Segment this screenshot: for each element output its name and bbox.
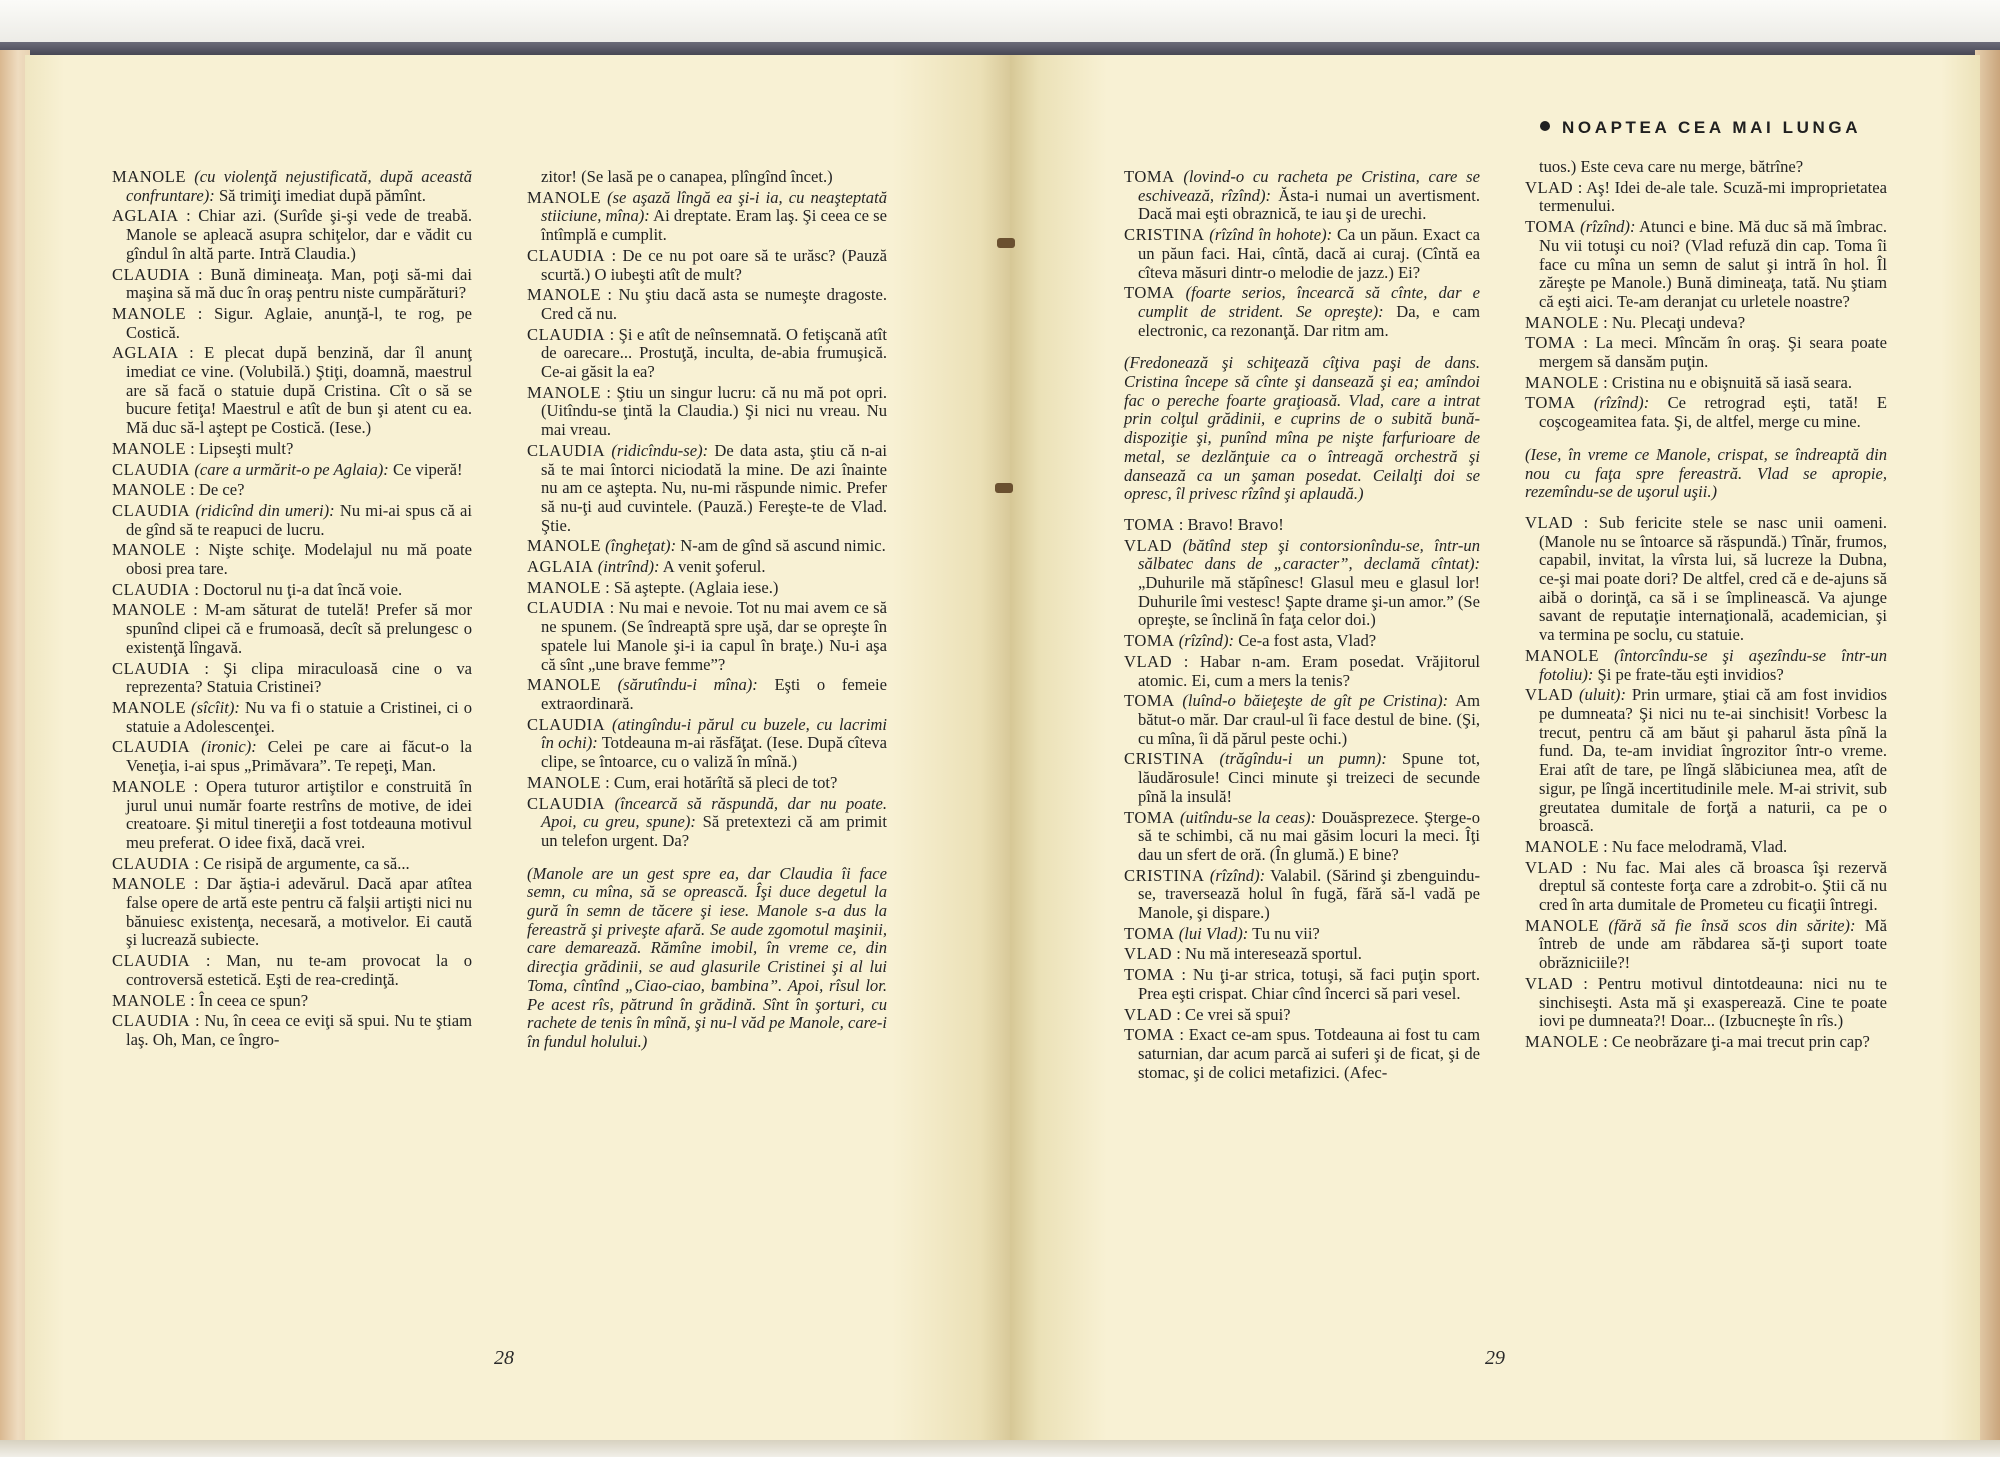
dialogue-line: MANOLE : Lipseşti mult?	[112, 438, 294, 458]
speaker-name: TOMA	[1124, 807, 1175, 827]
dialogue-line: CLAUDIA : Ce risipă de argumente, ca să...	[112, 853, 410, 873]
line-text: Sub fericite stele se nasc unii oameni. (Manole nu se întoarce să răspundă.) Tînăr, frumos, capabil, invitat, la vîrsta lui, să lucreze la Dubna, ce-şi mai poate dori? De altfel, cred că e de-ajuns să aibă o dorinţă, ca să i se împlinească. Va ajunge savant de reputaţie internaţională, academician, şi va termina pe soclu, cu statuie.	[1539, 512, 1887, 645]
dialogue-line	[1124, 692, 1480, 748]
speaker-name: MANOLE	[527, 536, 601, 556]
line-text: Habar n-am. Eram posedat. Vrăjitorul atomic. Ei, cum a mers la tenis?	[1138, 651, 1480, 690]
stage-direction	[527, 865, 887, 1052]
line-text: Aş! Idei de-ale tale. Scuză-mi improprietatea termenului.	[1539, 177, 1888, 216]
dialogue-line: MANOLE : Nu ştiu dacă asta se numeşte dragoste. Cred că nu.	[527, 285, 887, 323]
dialogue-line	[1525, 394, 1887, 431]
dialogue-line	[527, 168, 887, 187]
dialogue-line: AGLAIA : E plecat după benzină, dar îl anunţ imediat ce vine. (Volubilă.) Ştiţi, doamnă, maestrul are să facă o statuie după Cristina. Cît o să se bucure fetiţa! Maestrul e atît de bun şi atent cu ea. Mă duc să-l aştept pe Costică. (Iese.)	[112, 343, 472, 438]
dialogue-line	[1525, 158, 1887, 177]
dialogue-line: TOMA : Exact ce-am spus. Totdeauna ai fost tu cam saturnian, dar acum parcă ai suferi şi de ficat, şi de stomac, şi de colici metafizici. (Afec-	[1124, 1025, 1480, 1082]
stage-note: (foarte serios, încearcă să cînte, dar e cumplit de strident. Se opreşte):	[1138, 283, 1480, 321]
speaker-name: MANOLE	[1525, 836, 1599, 856]
dialogue-line: VLAD : Aş! Idei de-ale tale. Scuză-mi improprietatea termenului.	[1525, 177, 1888, 216]
speaker-name: MANOLE	[112, 480, 186, 500]
speaker-name: MANOLE	[112, 697, 186, 717]
bullet-icon	[1540, 121, 1550, 131]
dialogue-line	[1124, 632, 1480, 651]
dialogue-line: VLAD : Nu fac. Mai ales că broasca îşi rezervă dreptul să conteste forţa care a zdrobit-o. Ştii că nu cred în arta dumitale de Prometeu cu ficaţii întregi.	[1525, 857, 1887, 915]
stage-note: (sărutîndu-i mîna):	[617, 675, 758, 695]
speaker-name: MANOLE	[527, 285, 601, 305]
speaker-name: AGLAIA	[112, 343, 179, 363]
dialogue-line: CLAUDIA : Şi clipa miraculoasă cine o va reprezenta? Statuia Cristinei?	[112, 658, 473, 697]
line-text: Ce risipă de argumente, ca să...	[203, 853, 410, 873]
line-text: Valabil. (Sărind şi zbenguindu-se, traversează holul în fugă, fără să-l vadă pe Manole, şi dispare.)	[1138, 865, 1480, 923]
dialogue-line	[1124, 284, 1480, 340]
dialogue-line: MANOLE : Opera tuturor artiştilor e construită în jurul unui număr foarte restrîns de motive, de idei creatoare. Şi mitul tinereţii a fost totdeauna motivul meu preferat. O idee fixă, dacă vrei.	[112, 776, 472, 852]
dialogue-line: CLAUDIA : Bună dimineaţa. Man, poţi să-mi dai maşina să mă duc în oraş pentru niste cumpărături?	[112, 264, 472, 303]
speaker-name: MANOLE	[527, 675, 601, 695]
line-text: Să trimiţi imediat după pămînt.	[218, 185, 426, 205]
dialogue-line	[527, 442, 887, 536]
stage-note: (care a urmărit-o pe Aglaia):	[194, 459, 389, 479]
column-4	[1525, 158, 1887, 1054]
dialogue-line: AGLAIA : Chiar azi. (Surîde şi-şi vede de treabă. Manole se apleacă asupra schiţelor, dar e vădit cu gîndul în altă parte. Intră Claudia.)	[112, 206, 472, 263]
stage-direction-text: (Iese, în vreme ce Manole, crispat, se îndreaptă din nou cu faţa spre fereastră. Vlad se apropie, rezemîndu-se de uşorul uşii.)	[1525, 444, 1887, 502]
stage-note: (ironic):	[201, 737, 257, 757]
speaker-name: TOMA	[1124, 283, 1175, 303]
speaker-name: TOMA	[1124, 691, 1175, 711]
line-text: Bravo! Bravo!	[1187, 514, 1284, 534]
dialogue-line: MANOLE : Să aştepte. (Aglaia iese.)	[527, 577, 779, 597]
dialogue-line: VLAD : Habar n-am. Eram posedat. Vrăjitorul atomic. Ei, cum a mers la tenis?	[1124, 651, 1480, 690]
line-text: N-am de gînd să ascund nimic.	[680, 536, 886, 556]
dialogue-line	[527, 558, 887, 577]
speaker-name: TOMA	[1124, 631, 1175, 651]
speaker-name: CLAUDIA	[112, 1011, 191, 1031]
stage-note: (intrînd):	[597, 557, 660, 577]
speaker-name: VLAD	[1525, 177, 1574, 197]
dialogue-line: VLAD : Nu mă interesează sportul.	[1124, 944, 1362, 964]
line-text: Cum, erai hotărîtă să pleci de tot?	[613, 772, 838, 792]
speaker-name: CLAUDIA	[112, 951, 191, 971]
line-text: Doctorul nu ţi-a dat încă voie.	[203, 579, 403, 599]
dialogue-line: MANOLE : De ce?	[112, 480, 245, 500]
dialogue-line: MANOLE : M-am săturat de tutelă! Prefer să mor spunînd clipei că e frumoasă, decît să prelungesc o existenţă lîngavă.	[112, 600, 472, 657]
dialogue-line	[1525, 647, 1887, 684]
stage-note: (ridicînd din umeri):	[195, 500, 335, 520]
line-text: Sigur. Aglaie, anunţă-l, te rog, pe Costică.	[126, 303, 472, 342]
line-text: Nu mai e nevoie. Tot nu mai avem ce să ne spunem. (Se îndreaptă spre uşă, dar se opreşte în spatele lui Manole şi-i ia capul în braţe.) Nu-i aşa că sînt „une brave femme”?	[541, 598, 887, 674]
dialogue-line: MANOLE : Cum, erai hotărîtă să pleci de tot?	[527, 772, 838, 792]
stage-note: (rîzînd):	[1209, 865, 1266, 885]
dialogue-line: VLAD : Ce vrei să spui?	[1124, 1004, 1291, 1024]
line-text: Şi pe frate-tău eşti invidios?	[1597, 664, 1784, 684]
line-text: Şi e atît de neînsemnată. O fetişcană atît de oarecare... Prostuţă, inculta, de-abia frumuşică. Ce-ai găsit la ea?	[541, 324, 887, 382]
dialogue-line: TOMA : La meci. Mîncăm în oraş. Şi seara poate mergem să dansăm puţin.	[1525, 333, 1888, 372]
column-1	[112, 168, 472, 1052]
dialogue-line	[1124, 537, 1480, 631]
speaker-name: CRISTINA	[1124, 749, 1205, 769]
dialogue-line	[527, 537, 887, 556]
line-text: A venit şoferul.	[662, 557, 766, 577]
line-text: De ce?	[198, 480, 245, 500]
dialogue-line: MANOLE : În ceea ce spun?	[112, 990, 309, 1010]
line-text: Nişte schiţe. Modelajul nu mă poate obosi prea tare.	[126, 540, 472, 579]
binding-thread-mark	[995, 483, 1013, 493]
binding-thread-mark	[997, 238, 1015, 248]
line-text: Douăsprezece. Şterge-o să te schimbi, că nu mai găsim locuri la meci. Îţi dau un sfert de oră. (În glumă.) E bine?	[1138, 807, 1481, 864]
stage-note: (lovind-o cu racheta pe Cristina, care se eschivează, rîzînd):	[1138, 167, 1480, 205]
line-text: Bună dimineaţa. Man, poţi să-mi dai maşina să mă duc în oraş pentru niste cumpărături?	[126, 264, 472, 303]
line-text: De data asta, ştiu că n-ai să te mai întorci niciodată la mine. De azi înainte nu am ce aştepta. Nu, nu-mi răspunde nimic. Prefer să nu-ţi aud cuvintele. (Pauză.) Fereşte-te de Vlad. Ştie.	[541, 440, 887, 535]
line-text: Nu fac. Mai ales că broasca îşi rezervă dreptul să conteste forţa care a zdrobit-o. Ştii că nu cred în arta dumitale de Prometeu cu ficaţii întregi.	[1539, 857, 1887, 915]
dialogue-line	[1124, 226, 1480, 282]
dialogue-line	[1124, 867, 1480, 923]
dialogue-line	[527, 716, 887, 772]
speaker-name: VLAD	[1525, 685, 1574, 705]
speaker-name: MANOLE	[1525, 1031, 1599, 1051]
stage-note: (rîzînd):	[1178, 631, 1235, 651]
line-text: Exact ce-am spus. Totdeauna ai fost tu cam saturnian, dar acum parcă ai suferi şi de ficat, şi de stomac, şi de colici metafizici. (Afec-	[1138, 1025, 1480, 1082]
speaker-name: VLAD	[1124, 535, 1173, 555]
speaker-name: VLAD	[1525, 512, 1574, 532]
speaker-name: TOMA	[1525, 217, 1576, 237]
running-title: NOAPTEA CEA MAI LUNGA	[1562, 118, 1862, 137]
dialogue-line: CLAUDIA : Nu mai e nevoie. Tot nu mai avem ce să ne spunem. (Se îndreaptă spre uşă, dar se opreşte în spatele lui Manole şi-i ia capul în braţe.) Nu-i aşa că sînt „une brave femme”?	[527, 598, 887, 674]
dialogue-line: CLAUDIA : De ce nu pot oare să te urăsc? (Pauză scurtă.) O iubeşti atît de mult?	[527, 245, 888, 284]
speaker-name: MANOLE	[112, 167, 186, 186]
dialogue-line: CLAUDIA : Şi e atît de neînsemnată. O fetişcană atît de oarecare... Prostuţă, inculta, de-abia frumuşică. Ce-ai găsit la ea?	[527, 324, 887, 382]
speaker-name: TOMA	[1525, 333, 1576, 353]
speaker-name: CLAUDIA	[112, 853, 191, 873]
dialogue-line: MANOLE : Nu face melodramă, Vlad.	[1525, 836, 1788, 856]
dialogue-line: MANOLE : Nişte schiţe. Modelajul nu mă poate obosi prea tare.	[112, 540, 472, 579]
line-text: Nu, în ceea ce eviţi să spui. Nu te ştiam laş. Oh, Man, ce îngro-	[126, 1011, 472, 1049]
speaker-name: MANOLE	[1525, 372, 1599, 392]
line-text: E plecat după benzină, dar îl anunţ imediat ce vine. (Volubilă.) Ştiţi, doamnă, maestrul are să facă o statuie după Cristina. Cît o să se bucure fetiţa! Maestrul e atît de bun şi atent cu ea. Mă duc să-l aştept pe Costică. (Iese.)	[126, 343, 472, 438]
line-text: tuos.) Este ceva care nu merge, bătrîne?	[1539, 157, 1804, 176]
line-text: Da, e cam electronic, ca rezonanţă. Dar ritm am.	[1138, 301, 1480, 340]
stage-direction	[1525, 446, 1887, 502]
dialogue-line: CLAUDIA : Man, nu te-am provocat la o controversă estetică. Eşti de rea-credinţă.	[112, 951, 472, 989]
speaker-name: MANOLE	[112, 303, 186, 323]
dialogue-line: VLAD : Sub fericite stele se nasc unii oameni. (Manole nu se întoarce să răspundă.) Tînăr, frumos, capabil, invitat, la vîrsta lui, să lucreze la Dubna, ce-şi mai poate dori? De altfel, cred că e de-ajuns să aibă o dorinţă, ca să i se împlinească. Va ajunge savant de reputaţie internaţională, academician, şi va termina pe soclu, cu statuie.	[1525, 512, 1887, 645]
line-text: Nu face melodramă, Vlad.	[1611, 836, 1788, 856]
speaker-name: MANOLE	[1525, 312, 1599, 332]
dialogue-line	[1124, 809, 1480, 865]
speaker-name: CLAUDIA	[112, 459, 191, 479]
speaker-name: CRISTINA	[1124, 225, 1205, 245]
speaker-name: MANOLE	[527, 772, 601, 792]
speaker-name: VLAD	[1124, 944, 1173, 964]
column-2	[527, 168, 887, 1064]
speaker-name: CLAUDIA	[112, 500, 191, 520]
stage-note: (uitîndu-se la ceas):	[1179, 807, 1317, 827]
speaker-name: CLAUDIA	[527, 245, 606, 265]
dialogue-line: MANOLE : Cristina nu e obişnuită să iasă seara.	[1525, 372, 1852, 392]
stage-note: (uluit):	[1578, 685, 1626, 705]
line-text: „Duhurile mă stăpînesc! Glasul meu e glasul lor! Duhurile îmi vestesc! Şapte drame şi-un amor.” (Se opreşte, se înclină în faţa celor doi.)	[1138, 573, 1480, 630]
dialogue-line	[1525, 917, 1887, 973]
line-text: Şi clipa miraculoasă cine o va reprezenta? Statuia Cristinei?	[126, 658, 473, 697]
speaker-name: CLAUDIA	[527, 440, 606, 460]
speaker-name: TOMA	[1124, 923, 1175, 943]
line-text: Nu ţi-ar strica, totuşi, să faci puţin sport. Prea eşti crispat. Chiar cînd încerci să pari vesel.	[1138, 965, 1480, 1003]
dialogue-line: MANOLE : Nu. Plecaţi undeva?	[1525, 312, 1746, 332]
dialogue-line	[112, 168, 472, 205]
line-text: Ai dreptate. Eram laş. Şi ceea ce se întîmplă e cumplit.	[541, 206, 887, 245]
line-text: Ce retrograd eşti, tată! E coşcogeamitea fata. Şi, de altfel, merge cu mine.	[1539, 393, 1887, 432]
speaker-name: MANOLE	[112, 600, 186, 620]
stage-note: (rîzînd):	[1580, 217, 1636, 237]
speaker-name: TOMA	[1525, 393, 1576, 413]
stage-note: (lui Vlad):	[1178, 923, 1249, 943]
dialogue-line: TOMA : Bravo! Bravo!	[1124, 514, 1284, 534]
stage-note: (întorcîndu-se şi aşezîndu-se într-un fotoliu):	[1539, 645, 1887, 684]
bottom-shadow	[0, 1440, 2000, 1457]
line-text: Nu va fi o statuie a Cristinei, ci o statuie a Adolescenţei.	[126, 697, 472, 736]
dialogue-line	[1124, 168, 1480, 224]
speaker-name: TOMA	[1124, 1025, 1175, 1045]
speaker-name: MANOLE	[1525, 645, 1599, 665]
line-text: La meci. Mîncăm în oraş. Şi seara poate mergem să dansăm puţin.	[1539, 333, 1888, 372]
line-text: Atunci e bine. Mă duc să mă îmbrac. Nu vii totuşi cu noi? (Vlad refuză din cap. Toma îi face cu mîna un semn de salut şi intră în hol. Îl zăreşte pe Manole.) Bună dimineaţa, tată. Nu ştiam că eşti aici. Te-am deranjat cu urletele noastre?	[1539, 217, 1887, 311]
line-text: M-am săturat de tutelă! Prefer să mor spunînd clipei că e frumoasă, decît să prelungesc o existenţă lîngavă.	[126, 600, 472, 657]
speaker-name: CLAUDIA	[112, 579, 191, 599]
speaker-name: MANOLE	[112, 438, 186, 458]
line-text: Ce viperă!	[392, 459, 463, 479]
stage-note: (cu violenţă nejustificată, după această confruntare):	[126, 167, 472, 205]
stage-note: (se aşază lîngă ea şi-i ia, cu neaşteptată stiiciune, mîna):	[541, 187, 887, 226]
dialogue-line	[112, 699, 472, 736]
line-text: Prin urmare, ştiai că am fost invidios pe dumneata? Şi nici nu te-ai sinchisit! Vorbesc la trecut, pentru că am băut şi paharul ăsta pînă la fund. Da, te-am invidiat îngrozitor într-o vreme. Erai atît de tare, pe lîngă slăbiciunea mea, atît de sigur, pe lîngă incertitudinile mele. M-ai strivit, sub greutatea dumitale de forţă a naturii, ca pe o broască.	[1539, 685, 1887, 836]
line-text: Ca un păun. Exact ca un păun faci. Hai, cîntă, dacă ai curaj. (Cîntă ea cîteva măsuri dintr-o melodie de jazz.) Ei?	[1138, 225, 1480, 282]
dialogue-line	[527, 676, 887, 713]
speaker-name: AGLAIA	[527, 557, 594, 577]
speaker-name: VLAD	[1124, 651, 1173, 671]
speaker-name: MANOLE	[112, 874, 186, 894]
column-3	[1124, 168, 1480, 1084]
speaker-name: MANOLE	[112, 776, 186, 796]
line-text: Pentru motivul dintotdeauna: nici nu te sinchiseşti. Asta mă şi exasperează. Cine te poate iovi pe dumneata?! Doar... (Izbucneşte în rîs.)	[1539, 973, 1888, 1031]
line-text: Tu nu vii?	[1252, 923, 1320, 943]
line-text: Totdeauna m-ai răsfăţat. (Iese. După cîteva clipe, se întoarce, cu o valiză în mînă.)	[541, 733, 888, 772]
dialogue-line: MANOLE : Ştiu un singur lucru: că nu mă pot opri. (Uitîndu-se ţintă la Claudia.) Şi nici nu vreau. Nu mai vreau.	[527, 382, 887, 440]
line-text: Eşti o femeie extraordinară.	[541, 675, 888, 713]
speaker-name: CLAUDIA	[527, 714, 606, 734]
line-text: Cristina nu e obişnuită să iasă seara.	[1611, 372, 1852, 392]
speaker-name: MANOLE	[527, 577, 601, 597]
line-text: Ce-a fost asta, Vlad?	[1238, 631, 1377, 651]
dialogue-line: VLAD : Pentru motivul dintotdeauna: nici nu te sinchiseşti. Asta mă şi exasperează. Cine te poate iovi pe dumneata?! Doar... (Izbucneşte în rîs.)	[1525, 973, 1888, 1031]
stage-note: (trăgîndu-i un pumn):	[1219, 749, 1387, 769]
speaker-name: MANOLE	[112, 990, 186, 1010]
dialogue-line	[527, 189, 887, 245]
dialogue-line	[1124, 750, 1480, 806]
page-number-right: 29	[1485, 1347, 1505, 1369]
speaker-name: CLAUDIA	[112, 264, 191, 284]
line-text: Celei pe care ai făcut-o la Veneţia, i-ai spus „Primăvara”. Te repeţi, Man.	[126, 737, 472, 776]
line-text: Ce vrei să spui?	[1185, 1004, 1291, 1024]
stage-direction-text: (Manole are un gest spre ea, dar Claudia îi face semn, cu mîna, să se oprească. Îşi duce degetul la gură în semn de tăcere şi iese. Manole s-a dus la fereastră şi priveşte afară. Se aude zgomotul maşinii, care demarează. Rămîne imobil, în vreme ce, din direcţia grădinii, se aud glasurile Cristinei şi al lui Toma, cîntînd „Ciao-ciao, bambina”. Apoi, rîsul lor. Pe acest rîs, pătrund în grădină. Sînt în şorturi, cu rachete de tenis în mînă, şi nu-l văd pe Manole, care-i în fundul holului.)	[527, 863, 887, 1051]
stage-note: (bătînd step şi contorsionîndu-se, într-un sălbatec dans de „caracter”, declamă cîntat):	[1138, 535, 1480, 574]
line-text: Să pretextezi că am primit un telefon urgent. Da?	[541, 812, 887, 850]
running-header	[1540, 118, 1861, 138]
stage-note: (atingîndu-i părul cu buzele, cu lacrimi în ochi):	[541, 714, 887, 753]
line-text: Ăsta-i numai un avertisment. Dacă mai eşti obraznică, te iau şi de urechi.	[1138, 185, 1480, 224]
speaker-name: AGLAIA	[112, 206, 179, 226]
stage-note: (îngheţat):	[605, 536, 677, 556]
stage-note: (fără să fie însă scos din sărite):	[1608, 915, 1856, 935]
speaker-name: VLAD	[1525, 973, 1574, 993]
speaker-name: TOMA	[1124, 514, 1175, 534]
dialogue-line	[1124, 925, 1480, 944]
line-text: Chiar azi. (Surîde şi-şi vede de treabă. Manole se apleacă asupra schiţelor, dar e vădit cu gîndul în altă parte. Intră Claudia.)	[126, 206, 472, 263]
line-text: Nu mă interesează sportul.	[1185, 944, 1362, 964]
dialogue-line	[1525, 686, 1887, 836]
page-number-left: 28	[494, 1347, 514, 1369]
dialogue-line: CLAUDIA : Doctorul nu ţi-a dat încă voie.	[112, 579, 403, 599]
line-text: Man, nu te-am provocat la o controversă estetică. Eşti de rea-credinţă.	[126, 951, 472, 989]
speaker-name: VLAD	[1124, 1004, 1173, 1024]
line-text: Mă întreb de unde am răbdarea să-ţi suport toate obrăzniciile?!	[1539, 915, 1887, 973]
speaker-name: MANOLE	[112, 540, 186, 560]
speaker-name: TOMA	[1124, 965, 1175, 985]
stage-note: (ridicîndu-se):	[611, 440, 709, 460]
dialogue-line: MANOLE : Ce neobrăzare ţi-a mai trecut prin cap?	[1525, 1031, 1870, 1051]
speaker-name: CLAUDIA	[112, 737, 191, 757]
speaker-name: TOMA	[1124, 167, 1175, 186]
stage-note: (rîzînd în hohote):	[1209, 225, 1333, 245]
dialogue-line: MANOLE : Dar ăştia-i adevărul. Dacă apar atîtea false opere de artă este pentru că falşii artişti nici nu bănuiesc existenţa, necesară, a motivelor. Ei caută şi lucrează subiecte.	[112, 874, 472, 950]
dialogue-line: CLAUDIA : Nu, în ceea ce eviţi să spui. Nu te ştiam laş. Oh, Man, ce îngro-	[112, 1011, 472, 1049]
line-text: zitor! (Se lasă pe o canapea, plîngînd încet.)	[541, 167, 833, 186]
dialogue-line: MANOLE : Sigur. Aglaie, anunţă-l, te rog, pe Costică.	[112, 303, 472, 342]
dialogue-line	[1525, 218, 1887, 312]
stage-note: (sîcîit):	[191, 697, 240, 717]
speaker-name: MANOLE	[527, 187, 601, 207]
line-text: Nu. Plecaţi undeva?	[1611, 312, 1746, 332]
line-text: De ce nu pot oare să te urăsc? (Pauză scurtă.) O iubeşti atît de mult?	[541, 245, 888, 284]
stage-direction	[1124, 354, 1480, 504]
speaker-name: CLAUDIA	[527, 324, 606, 344]
line-text: Am bătut-o măr. Dar craul-ul îi face destul de bine. (Şi, cu mîna, îi dă părul peste ochi.)	[1138, 691, 1481, 748]
line-text: Nu mi-ai spus că ai de gînd să te reapuci de lucru.	[126, 500, 472, 539]
stage-note: (luînd-o băieţeşte de gît pe Cristina):	[1182, 691, 1449, 711]
line-text: În ceea ce spun?	[198, 990, 309, 1010]
speaker-name: MANOLE	[527, 382, 601, 402]
dialogue-line	[112, 502, 472, 539]
speaker-name: CRISTINA	[1124, 865, 1205, 885]
line-text: Dar ăştia-i adevărul. Dacă apar atîtea false opere de artă este pentru că falşii artişti nici nu bănuiesc existenţa, necesară, a motivelor. Ei caută şi lucrează subiecte.	[126, 874, 472, 950]
speaker-name: VLAD	[1525, 857, 1574, 877]
stage-direction-text: (Fredonează şi schiţează cîţiva paşi de dans. Cristina începe să cînte şi dansează şi ea; amîndoi fac o pereche foarte graţioasă. Vlad, care a intrat prin colţul grădinii, e cuprins de o subită bună-dispoziţie şi, punînd mîna pe nişte farfurioare de metal, se dezlănţuie ca o întreagă orchestră şi dansează ca un şaman posedat. Ceilalţi doi se opresc, îl privesc rîzînd şi aplaudă.)	[1124, 353, 1480, 504]
line-text: Spune tot, lăudărosule! Cinci minute şi treizeci de secunde pînă la insulă!	[1138, 749, 1480, 806]
stage-note: (rîzînd):	[1593, 393, 1650, 413]
dialogue-line: TOMA : Nu ţi-ar strica, totuşi, să faci puţin sport. Prea eşti crispat. Chiar cînd încerci să pari vesel.	[1124, 965, 1480, 1003]
line-text: Nu ştiu dacă asta se numeşte dragoste. Cred că nu.	[541, 285, 887, 323]
dialogue-line	[112, 461, 472, 480]
line-text: Ce neobrăzare ţi-a mai trecut prin cap?	[1611, 1031, 1870, 1051]
line-text: Lipseşti mult?	[198, 438, 294, 458]
dialogue-line	[527, 795, 887, 851]
line-text: Opera tuturor artiştilor e construită în jurul unui număr foarte restrîns de motive, de idei creatoare. Şi mitul tinereţii a fost totdeauna motivul meu preferat. O idee fixă, dacă vrei.	[126, 776, 472, 852]
speaker-name: CLAUDIA	[527, 793, 606, 813]
speaker-name: MANOLE	[1525, 915, 1599, 935]
speaker-name: CLAUDIA	[112, 658, 191, 678]
line-text: Ştiu un singur lucru: că nu mă pot opri. (Uitîndu-se ţintă la Claudia.) Şi nici nu vreau. Nu mai vreau.	[541, 382, 887, 440]
speaker-name: CLAUDIA	[527, 598, 606, 618]
stage-note: (încearcă să răspundă, dar nu poate. Apoi, cu greu, spune):	[541, 793, 887, 832]
line-text: Să aştepte. (Aglaia iese.)	[613, 577, 779, 597]
dialogue-line	[112, 738, 472, 775]
